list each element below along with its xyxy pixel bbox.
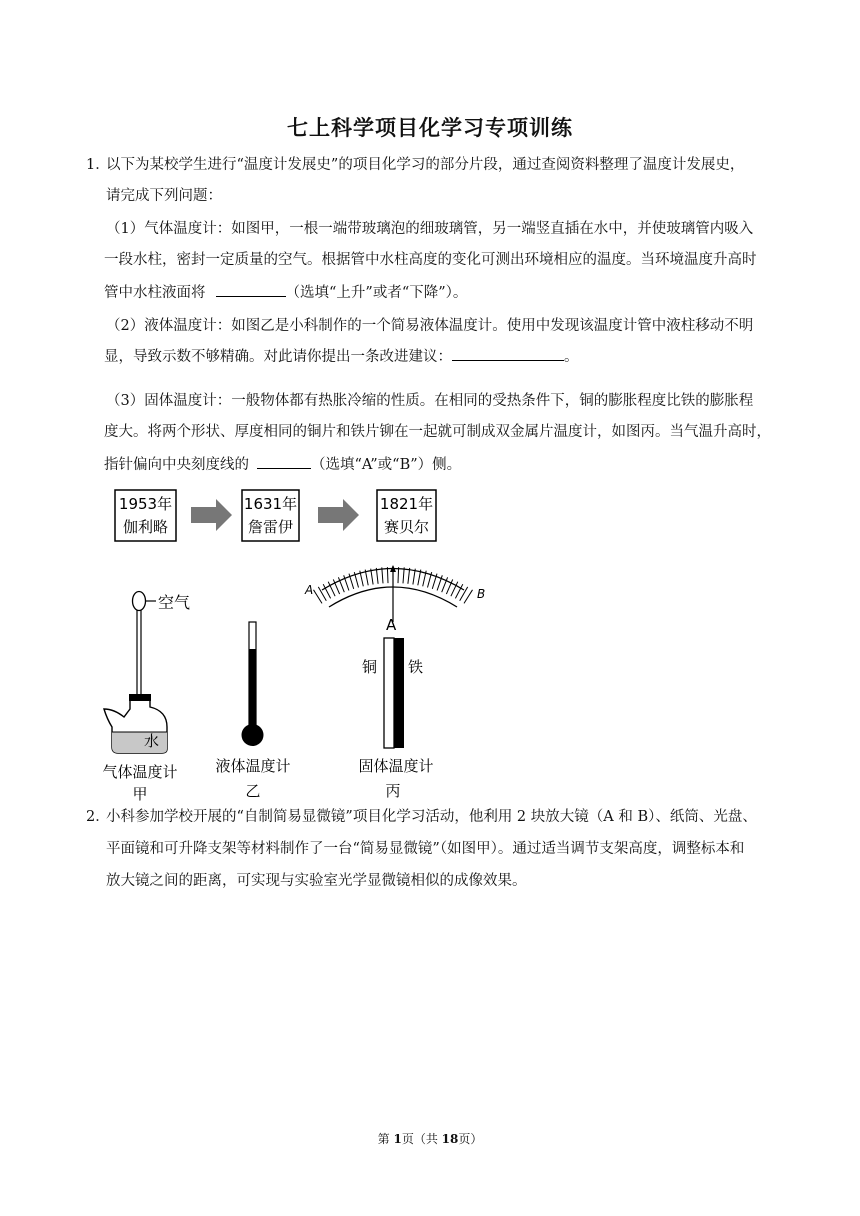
q2-line2: 平面镜和可升降支架等材料制作了一台“简易显微镜”（如图甲）。通过适当调节支架高度，调整标本和	[106, 841, 745, 857]
timeline-box-1	[115, 490, 176, 541]
liquid-caption: 液体温度计	[215, 757, 291, 775]
q1-part3-text: 指针偏向中央刻度线的	[104, 457, 249, 473]
scale-tick	[403, 567, 404, 583]
scale-tick	[387, 567, 388, 583]
q1-part1-option: （选填“上升”或者“下降”）。	[285, 285, 468, 301]
arrow-icon	[191, 499, 232, 531]
answer-blank-2[interactable]	[452, 346, 564, 361]
timeline-box-3	[377, 490, 436, 541]
liquid-caption-label: 乙	[245, 782, 261, 800]
footer-prefix: 第	[377, 1132, 394, 1146]
q1-part1-line3	[104, 278, 467, 309]
gas-caption-label: 甲	[132, 785, 148, 802]
q1-part1-line2: 一段水柱，密封一定质量的空气。根据管中水柱高度的变化可测出环境相应的温度。当环境温度升高时	[104, 252, 757, 268]
scale-label-b: B	[477, 587, 486, 601]
q1-part2-end: 。	[564, 349, 579, 365]
gas-thermometer	[102, 592, 190, 803]
q1-part2-line1: （2）液体温度计：如图乙是小科制作的一个简易液体温度计。使用中发现该温度计管中液柱移动不明	[106, 318, 754, 334]
q1-part3-line1: （3）固体温度计：一般物体都有热胀冷缩的性质。在相同的受热条件下，铜的膨胀程度比铁的膨胀程	[106, 393, 754, 409]
q1-part2-line2	[104, 342, 579, 373]
q1-stem-text: 以下为某校学生进行“温度计发展史”的项目化学习的部分片段，通过查阅资料整理了温度计发展史，	[106, 157, 745, 173]
liquid-thermometer	[215, 622, 290, 800]
iron-label: 铁	[408, 658, 424, 676]
scale-label-a: A	[305, 583, 314, 597]
q1-part1-line1: （1）气体温度计：如图甲，一根一端带玻璃泡的细玻璃管，另一端竖直插在水中，并使玻璃管内吸入	[106, 221, 754, 237]
q1-part3-line3	[104, 450, 461, 481]
scale-tick	[398, 567, 399, 583]
q1-part3-option: （选填“A”或“B”）侧。	[311, 457, 462, 473]
q1-stem-line2: 请完成下列问题：	[106, 188, 222, 204]
q1-part2-text: 显，导致示数不够精确。对此请你提出一条改进建议：	[104, 349, 452, 365]
solid-caption-label: 丙	[385, 782, 401, 800]
timeline-year-3: 1821年	[379, 495, 434, 513]
q1-part3-line2: 度大。将两个形状、厚度相同的铜片和铁片铆在一起就可制成双金属片温度计，如图丙。当气温升高时，	[104, 424, 771, 440]
water-label: 水	[144, 732, 160, 750]
answer-blank-1[interactable]	[216, 282, 286, 297]
timeline-box-2	[242, 490, 299, 541]
footer-middle: 页（共	[401, 1132, 442, 1146]
scale-tick	[408, 568, 410, 584]
scale-tick	[371, 569, 373, 585]
footer-suffix: 页）	[458, 1132, 483, 1146]
timeline-year-2: 1631年	[243, 495, 298, 513]
q1-stem-line1	[86, 150, 744, 181]
timeline-year-1: 1953年	[118, 495, 173, 513]
page-title: 七上科学项目化学习专项训练	[287, 116, 573, 140]
thermometer-diagram	[100, 487, 500, 802]
solid-caption: 固体温度计	[358, 757, 434, 775]
q2-text-1: 小科参加学校开展的“自制简易显微镜”项目化学习活动，他利用 2 块放大镜（A 和 B）、纸筒、光盘、	[106, 809, 757, 825]
arrow-icon	[318, 499, 359, 531]
q2-line1	[86, 802, 757, 833]
scale-tick	[413, 569, 415, 585]
pointer-label: A	[386, 616, 397, 634]
q1-part1-text: 管中水柱液面将	[104, 285, 206, 301]
timeline-name-3: 赛贝尔	[383, 518, 430, 536]
solid-thermometer	[304, 565, 485, 800]
timeline-name-1: 伽利略	[122, 518, 169, 536]
answer-blank-3[interactable]	[257, 454, 311, 469]
footer-total-pages: 18	[441, 1132, 459, 1146]
page-footer	[0, 1130, 860, 1147]
timeline-name-2: 詹雷伊	[247, 518, 294, 536]
copper-label: 铜	[362, 658, 378, 676]
scale-tick	[382, 567, 383, 583]
footer-page-number: 1	[393, 1132, 402, 1146]
q1-number: 1．	[86, 157, 110, 173]
scale-tick	[376, 568, 378, 584]
gas-caption: 气体温度计	[102, 763, 178, 781]
q2-line3: 放大镜之间的距离，可实现与实验室光学显微镜相似的成像效果。	[106, 873, 527, 889]
thermometer-figure	[100, 487, 500, 806]
air-label: 空气	[158, 593, 191, 612]
q2-number: 2．	[86, 809, 110, 825]
